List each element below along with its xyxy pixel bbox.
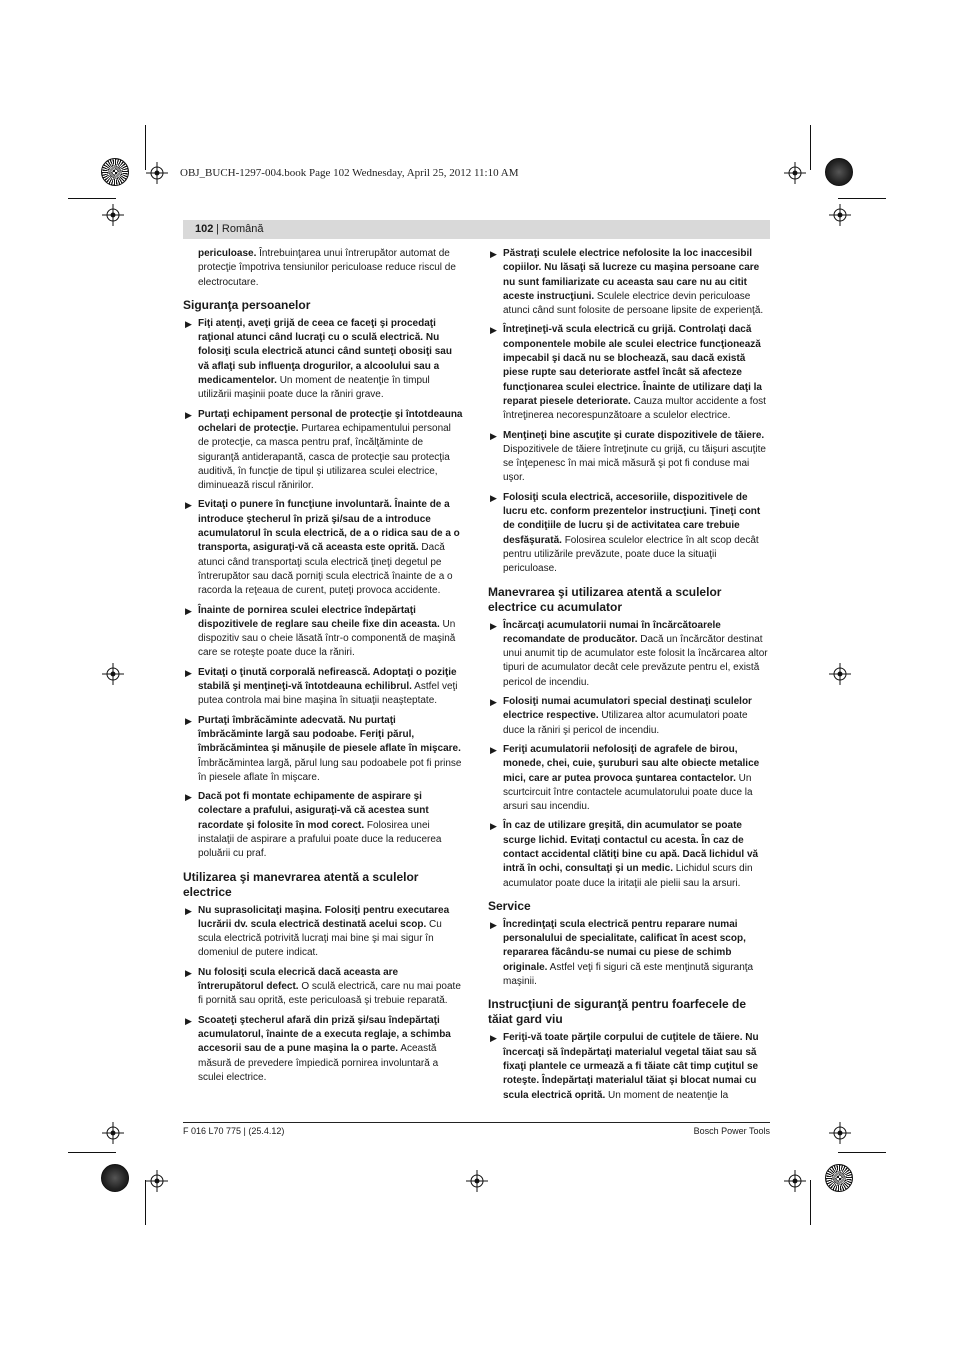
list-item <box>488 918 768 989</box>
item-body-text: Astfel veţi putea controla mai bine maşina în situaţii neaşteptate. <box>198 681 458 707</box>
list-item <box>488 1031 768 1102</box>
item-bold-text: Purtaţi îmbrăcăminte adecvată. Nu purtaţi îmbrăcăminte largă sau podoabe. Feriţi părul, îmbrăcămintea şi mănuşile de piesele aflate în mişcare. <box>198 714 461 755</box>
list-item <box>183 666 463 709</box>
crop-mark <box>68 1152 116 1153</box>
section1-list <box>183 317 463 862</box>
item-body-text: Un scurtcircuit între contactele acumulatorului poate duce la arsuri sau incendiu. <box>503 772 753 813</box>
item-bold-text: Scoateţi ştecherul afară din priză şi/sau îndepărtaţi acumulatorul, înainte de a executa reglaje, a schimba accesorii sau de a pune maşina la o parte. <box>198 1014 451 1055</box>
list-item <box>183 966 463 1009</box>
item-bold-text: Evitaţi o ţinută corporală nefirească. Adoptaţi o poziţie stabilă şi menţineţi-vă întotdeauna echilibrul. <box>198 666 457 693</box>
bullet-arrow-icon: ▶ <box>490 430 497 441</box>
list-item <box>488 491 768 577</box>
header-language: | Română <box>216 223 264 235</box>
list-item <box>488 743 768 814</box>
item-bold-text: Înainte de pornirea sculei electrice îndepărtaţi dispozitivele de reglare sau cheile fixe din aceasta. <box>198 604 440 630</box>
list-item <box>488 619 768 690</box>
item-bold-text: Dacă pot fi montate echipamente de aspirare şi colectare a prafului, asiguraţi-vă că acestea sunt racordate şi folosite în mod corect. <box>198 791 429 831</box>
item-bold-text: Feriţi acumulatorii nefolosiţi de agrafele de birou, monede, chei, cuie, şuruburi sau alte obiecte metalice mici, care ar putea provoca şuntarea contactelor. <box>503 743 760 784</box>
registration-mark-icon <box>102 663 124 685</box>
bullet-arrow-icon: ▶ <box>185 715 192 726</box>
bullet-arrow-icon: ▶ <box>490 620 497 631</box>
list-item <box>183 790 463 861</box>
list-item <box>183 904 463 961</box>
section-heading-battery-tools: Manevrarea şi utilizarea atentă a sculelor electrice cu acumulator <box>488 584 722 614</box>
footer-rule <box>183 1122 770 1123</box>
list-item <box>488 819 768 890</box>
bullet-arrow-icon: ▶ <box>490 744 497 755</box>
color-gauge-icon <box>101 1164 129 1192</box>
item-body-text: Un moment de neatenţie la <box>605 1089 729 1101</box>
item-body-text: Sculele electrice devin periculoase atunci când sunt folosite de persoane lipsite de experienţă. <box>503 290 764 317</box>
page-number: 102 <box>195 223 214 235</box>
bullet-arrow-icon: ▶ <box>185 1015 192 1026</box>
item-body-text: Folosirea unei instalaţii de aspirare a prafului poate duce la reducerea poluării cu praf. <box>198 819 442 860</box>
item-bold-text: Feriţi-vă toate părţile corpului de cuţitele de tăiere. Nu încercaţi să îndepărtaţi materialul vegetal tăiat sau să fixaţi plantele ce urmează a fi tăiate cât timp cuţitul se roteşte. Îndepărtaţi materialul tăiat şi blocat numai cu scula electrică oprită. <box>503 1032 759 1101</box>
item-bold-text: Fiţi atenţi, aveţi grijă de ceea ce faceţi şi procedaţi raţional atunci când lucraţi cu o sculă electrică. Nu folosiţi scula electrică atunci când sunteţi obosiţi sau vă aflaţi sub influenţa drogurilor, a alcoolului sau a medicamentelor. <box>198 317 452 387</box>
color-gauge-icon <box>101 158 129 186</box>
crop-mark <box>810 1180 811 1225</box>
item-bold-text: Purtaţi echipament personal de protecţie şi întotdeauna ochelari de protecţie. <box>198 408 463 434</box>
list-item <box>183 604 463 661</box>
item-bold-text: Încărcaţi acumulatorii numai în încărcătoarele recomandate de producător. <box>503 619 721 645</box>
page-header <box>183 220 770 239</box>
footer-doc-code: F 016 L70 775 | (25.4.12) <box>183 1126 285 1136</box>
bullet-arrow-icon: ▶ <box>185 605 192 616</box>
item-bold-text: Folosiţi numai acumulatori special destinaţi sculelor electrice respective. <box>503 696 752 722</box>
item-body-text: Lichidul scurs din acumulator poate duce la iritaţii ale pielii sau la arsuri. <box>503 863 753 889</box>
bullet-arrow-icon: ▶ <box>185 500 192 511</box>
item-body-text: Această măsură de prevedere împiedică pornirea involuntară a sculei electrice. <box>198 1043 439 1083</box>
registration-mark-icon <box>829 1122 851 1144</box>
right-column <box>488 247 768 1108</box>
section2-continued-list <box>488 247 768 577</box>
registration-mark-icon <box>102 1122 124 1144</box>
bullet-arrow-icon: ▶ <box>185 905 192 916</box>
bullet-arrow-icon: ▶ <box>490 919 497 930</box>
color-gauge-icon <box>825 1164 853 1192</box>
intro-paragraph <box>183 247 463 290</box>
list-item <box>183 714 463 785</box>
bullet-arrow-icon: ▶ <box>490 821 497 832</box>
list-item <box>183 498 463 598</box>
bullet-arrow-icon: ▶ <box>490 697 497 708</box>
list-item <box>488 247 768 318</box>
intro-bold: periculoase. <box>198 248 257 259</box>
crop-mark <box>68 198 116 199</box>
printer-slug: OBJ_BUCH-1297-004.book Page 102 Wednesday, April 25, 2012 11:10 AM <box>180 167 519 179</box>
section5-list <box>488 1031 768 1102</box>
intro-text: Întrebuinţarea unui întrerupător automat de protecţie împotriva tensiunilor periculoase reduce riscul de electrocutare. <box>198 248 456 288</box>
item-body-text: Un dispozitiv sau o cheie lăsată într-o componentă de maşină care se roteşte poate duce la răniri. <box>198 618 456 659</box>
item-body-text: Dispozitivele de tăiere întreţinute cu grijă, cu tăişuri ascuţite se înţepenesc în mai mică măsură şi pot fi conduse mai uşor. <box>503 443 766 484</box>
list-item <box>183 1014 463 1085</box>
section-heading-tool-use: Utilizarea şi manevrarea atentă a sculelor electrice <box>183 869 419 899</box>
list-item <box>183 408 463 494</box>
item-bold-text: Menţineţi bine ascuţite şi curate dispozitivele de tăiere. <box>503 429 765 441</box>
item-bold-text: Întreţineţi-vă scula electrică cu grijă. Controlaţi dacă componentele mobile ale sculei electrice funcţionează impecabil şi dacă nu se blochează, sau dacă există piese rupte sau deteriorate astfel încât să afecteze funcţionarea sculei electrice. Înainte de utilizare daţi la reparat piesele deteriorate. <box>503 324 762 407</box>
section-heading-hedge-trimmer: Instrucţiuni de siguranţă pentru foarfecele de tăiat gard viu <box>488 997 747 1027</box>
crop-mark <box>810 125 811 170</box>
left-column <box>183 247 463 1090</box>
item-body-text: Cauza multor accidente a fost întreţinerea necorespunzătoare a sculelor electrice. <box>503 395 766 422</box>
item-body-text: Dacă atunci când transportaţi scula electrică ţineţi degetul pe întrerupător sau dacă porniţi scula electrică înainte de a o racorda la reţeaua de curent, puteţi provoca accidente. <box>198 542 453 597</box>
bullet-arrow-icon: ▶ <box>490 492 497 503</box>
crop-mark <box>838 198 886 199</box>
registration-mark-icon <box>829 663 851 685</box>
item-bold-text: Încredinţaţi scula electrică pentru reparare numai personalului de specialitate, calificat în acest scop, repararea făcându-se numai cu piese de schimb originale. <box>503 918 746 973</box>
bullet-arrow-icon: ▶ <box>185 667 192 678</box>
registration-mark-icon <box>146 162 168 184</box>
bullet-arrow-icon: ▶ <box>490 249 497 259</box>
crop-mark <box>838 1152 886 1153</box>
registration-mark-icon <box>784 1170 806 1192</box>
item-body-text: Astfel veţi fi siguri că este menţinută siguranţa maşinii. <box>503 961 754 988</box>
footer-brand: Bosch Power Tools <box>693 1126 770 1136</box>
section2-list <box>183 904 463 1086</box>
registration-mark-icon <box>784 162 806 184</box>
section-heading-service: Service <box>488 898 531 913</box>
item-body-text: Un moment de neatenţie în timpul utilizării maşinii poate duce la răniri grave. <box>198 375 430 401</box>
list-item <box>183 317 463 403</box>
bullet-arrow-icon: ▶ <box>185 409 192 420</box>
item-bold-text: Folosiţi scula electrică, accesoriile, dispozitivele de lucru etc. conform prezentelor instrucţiuni. Ţineţi cont de condiţiile de lucru şi de activitatea care trebuie desfăşurată. <box>503 491 761 546</box>
section3-list <box>488 619 768 891</box>
item-bold-text: Păstraţi sculele electrice nefolosite la loc inaccesibil copiilor. Nu lăsaţi să lucreze cu maşina persoane care nu sunt familiarizate cu aceasta sau care nu au citit aceste instrucţiuni. <box>503 248 760 302</box>
bullet-arrow-icon: ▶ <box>185 967 192 978</box>
item-bold-text: În caz de utilizare greşită, din acumulator se poate scurge lichid. Evitaţi contactul cu acesta. În caz de contact accidental clătiţi bine cu apă. Dacă lichidul vă intră în ochi, consultaţi şi un medic. <box>503 820 759 875</box>
registration-mark-icon <box>829 204 851 226</box>
list-item <box>488 695 768 738</box>
bullet-arrow-icon: ▶ <box>490 1033 497 1044</box>
bullet-arrow-icon: ▶ <box>490 325 497 336</box>
list-item <box>488 323 768 423</box>
item-bold-text: Nu suprasolicitaţi maşina. Folosiţi pentru executarea lucrării dv. scula electrică destinată acelui scop. <box>198 904 450 930</box>
item-bold-text: Nu folosiţi scula elecrică dacă aceasta are întrerupătorul defect. <box>198 966 399 993</box>
registration-mark-icon <box>466 1170 488 1192</box>
color-gauge-icon <box>825 158 853 186</box>
registration-mark-icon <box>102 204 124 226</box>
item-body-text: O sculă electrică, care nu mai poate fi pornită sau oprită, este periculoasă şi trebuie reparată. <box>198 981 461 1007</box>
item-body-text: Îmbrăcămintea largă, părul lung sau podoabele pot fi prinse în piesele aflate în mişcare. <box>198 757 462 783</box>
item-body-text: Utilizarea altor acumulatori poate duce la răniri şi pericol de incendiu. <box>503 710 748 736</box>
item-body-text: Folosirea sculelor electrice în alt scop decât pentru utilizările prevăzute, poate duce la situaţii periculoase. <box>503 534 759 575</box>
registration-mark-icon <box>146 1170 168 1192</box>
bullet-arrow-icon: ▶ <box>185 792 192 803</box>
section4-list <box>488 918 768 989</box>
section-heading-personal-safety: Siguranţa persoanelor <box>183 297 311 312</box>
item-body-text: Cu scula electrică potrivită lucraţi mai bine şi mai sigur în domeniul de putere indicat. <box>198 918 442 959</box>
item-bold-text: Evitaţi o punere în funcţiune involuntară. Înainte de a introduce ştecherul în priză şi/sau de a introduce acumulatorul în scula electrică, de a o ridica sau de a o transporta, asiguraţi-vă că aceasta este oprită. <box>198 499 460 554</box>
item-body-text: Purtarea echipamentului personal de protecţie, ca masca pentru praf, încălţăminte de siguranţă antiderapantă, casca de protecţie sau protecţia auditivă, în funcţie de tipul şi utilizarea sculei electrice, diminuează riscul rănirilor. <box>198 422 451 492</box>
item-body-text: Dacă un încărcător destinat unui anumit tip de acumulator este folosit la încărcarea altor tipuri de acumulator decât cele prevăzute pentru el, există pericol de incendiu. <box>503 633 768 688</box>
language-label: Română <box>221 223 264 235</box>
list-item <box>488 429 768 486</box>
bullet-arrow-icon: ▶ <box>185 318 192 329</box>
